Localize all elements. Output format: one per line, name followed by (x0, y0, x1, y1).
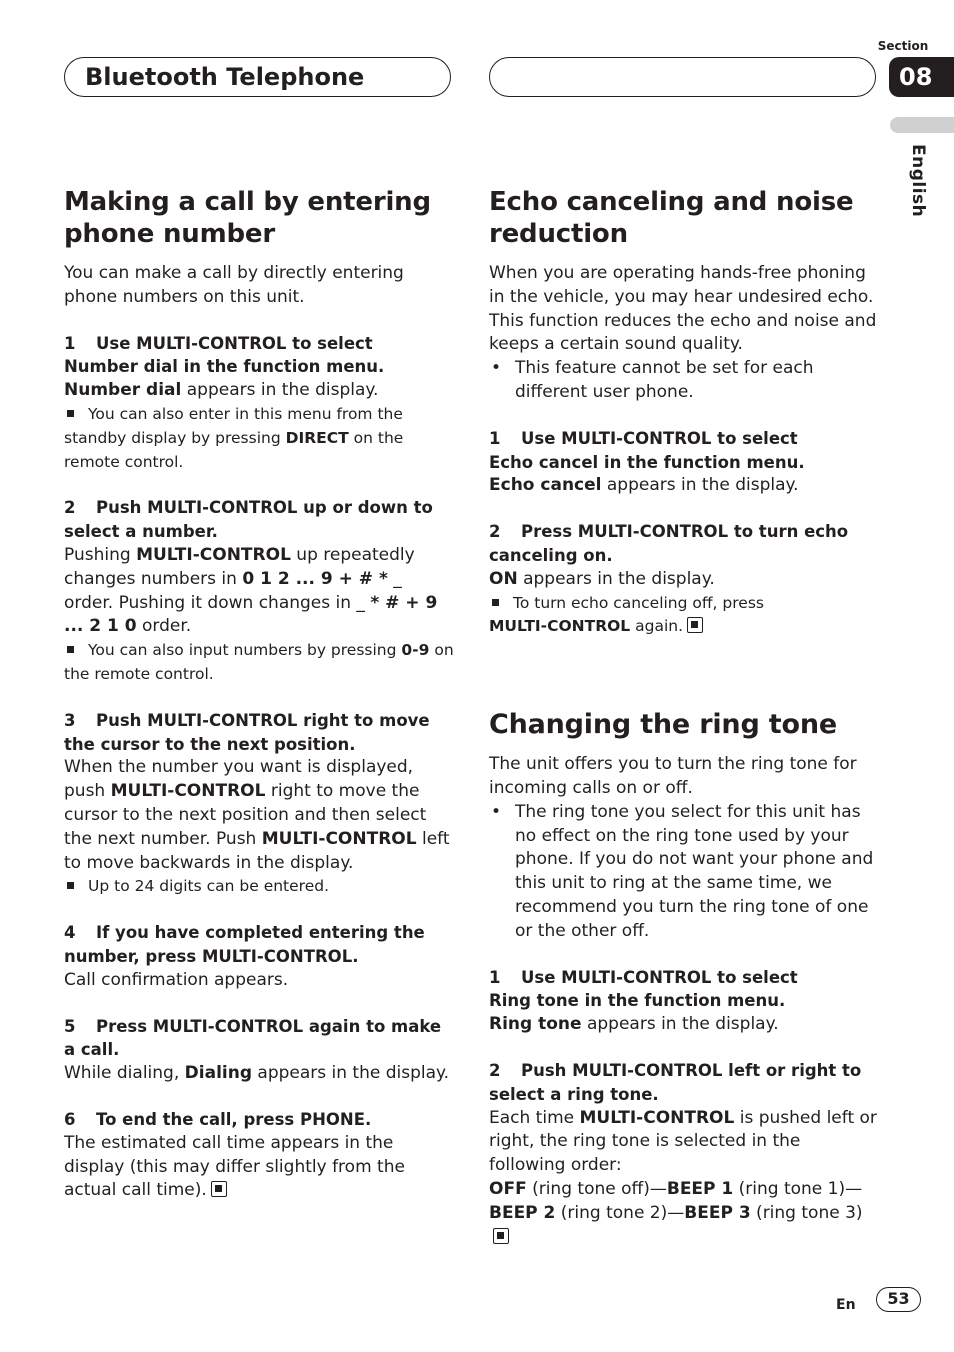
step-1: 1 Use MULTI-CONTROL to select Number dial in the function menu. Number dial appears in the display. You can also enter in this menu from the standby display by pressing DIRECT on the remote control. (64, 332, 454, 475)
step-2: 2 Push MULTI-CONTROL up or down to select a number. Pushing MULTI-CONTROL up repeatedly changes numbers in 0 1 2 ... 9 + # * _ order. Pushing it down changes in _ * # + 9 ... 2 1 0 order. You can also input numbers by pressing 0-9 on the remote control. (64, 496, 454, 686)
note-square-icon (67, 410, 74, 417)
note: Up to 24 digits can be entered. (64, 875, 454, 899)
note: To turn echo canceling off, press MULTI-CONTROL again. (489, 593, 764, 636)
section-title-making-call: Making a call by entering phone number (64, 187, 431, 249)
step-3: 3 Push MULTI-CONTROL right to move the cursor to the next position. When the number you want is displayed, push MULTI-CONTROL right to move the cursor to the next position and then select the next number. Push MULTI-CONTROL left to move backwards in the display. Up to 24 digits can be entered. (64, 709, 454, 899)
note-square-icon (492, 599, 499, 606)
page-number: 53 (876, 1287, 921, 1312)
note: You can also enter in this menu from the standby display by pressing DIRECT on the remote control. (64, 404, 404, 471)
ring-bullet: • The ring tone you select for this unit has no effect on the ring tone used by your phone. If you do not want your phone and this unit to ring at the same time, we recommend you turn the ring tone of one or the other off. (489, 801, 879, 944)
section-label: Section (877, 39, 929, 53)
echo-step-2: 2 Press MULTI-CONTROL to turn echo canceling on. ON appears in the display. To turn echo canceling off, press MULTI-CONTROL again. (489, 520, 879, 639)
left-column (64, 186, 454, 1225)
note-square-icon (67, 646, 74, 653)
end-of-section-icon (687, 617, 703, 633)
note: You can also input numbers by pressing 0-9 on the remote control. (64, 641, 454, 683)
chapter-title-frame (64, 57, 451, 97)
intro-text: You can make a call by directly entering phone numbers on this unit. (64, 263, 404, 307)
ring-step-1: 1 Use MULTI-CONTROL to select Ring tone in the function menu. Ring tone appears in the display. (489, 967, 798, 1035)
note-square-icon (67, 882, 74, 889)
ring-intro-text: The unit offers you to turn the ring tone for incoming calls on or off. (489, 754, 857, 798)
language-tab-bar (890, 117, 954, 133)
echo-intro-text: When you are operating hands-free phoning in the vehicle, you may hear undesired echo. This function reduces the echo and noise and keeps a certain sound quality. (489, 263, 877, 355)
echo-step-1: 1 Use MULTI-CONTROL to select Echo cancel in the function menu. Echo cancel appears in the display. (489, 428, 805, 496)
right-column (489, 186, 879, 1271)
step-4: 4 If you have completed entering the number, press MULTI-CONTROL. Call confirmation appears. (64, 923, 425, 990)
echo-bullet: • This feature cannot be set for each different user phone. (489, 357, 879, 405)
end-of-section-icon (211, 1181, 227, 1197)
section-number-tab: 08 (889, 57, 954, 97)
ring-step-2: 2 Push MULTI-CONTROL left or right to select a ring tone. Each time MULTI-CONTROL is pushed left or right, the ring tone is selected in the following order: OFF (ring tone off)—BEEP 1 (ring tone 1)— BEEP 2 (ring tone 2)—BEEP 3 (ring tone 3) (489, 1059, 879, 1249)
ring-tone-section (489, 709, 879, 1249)
section-title-echo: Echo canceling and noise reduction (489, 187, 854, 249)
step-5: 5 Press MULTI-CONTROL again to make a call. While dialing, Dialing appears in the display. (64, 1016, 450, 1084)
language-label: English (908, 144, 928, 218)
footer-language: En (836, 1297, 856, 1313)
ring-tone-sequence: OFF (ring tone off)—BEEP 1 (ring tone 1)— BEEP 2 (ring tone 2)—BEEP 3 (ring tone 3) (489, 1178, 879, 1249)
end-of-section-icon (493, 1228, 509, 1244)
section-title-ring-tone: Changing the ring tone (489, 709, 837, 741)
step-6: 6 To end the call, press PHONE. The estimated call time appears in the display (this may differ slightly from the actual call time). (64, 1109, 405, 1201)
header-empty-frame (489, 57, 876, 97)
chapter-title: Bluetooth Telephone (85, 63, 365, 91)
